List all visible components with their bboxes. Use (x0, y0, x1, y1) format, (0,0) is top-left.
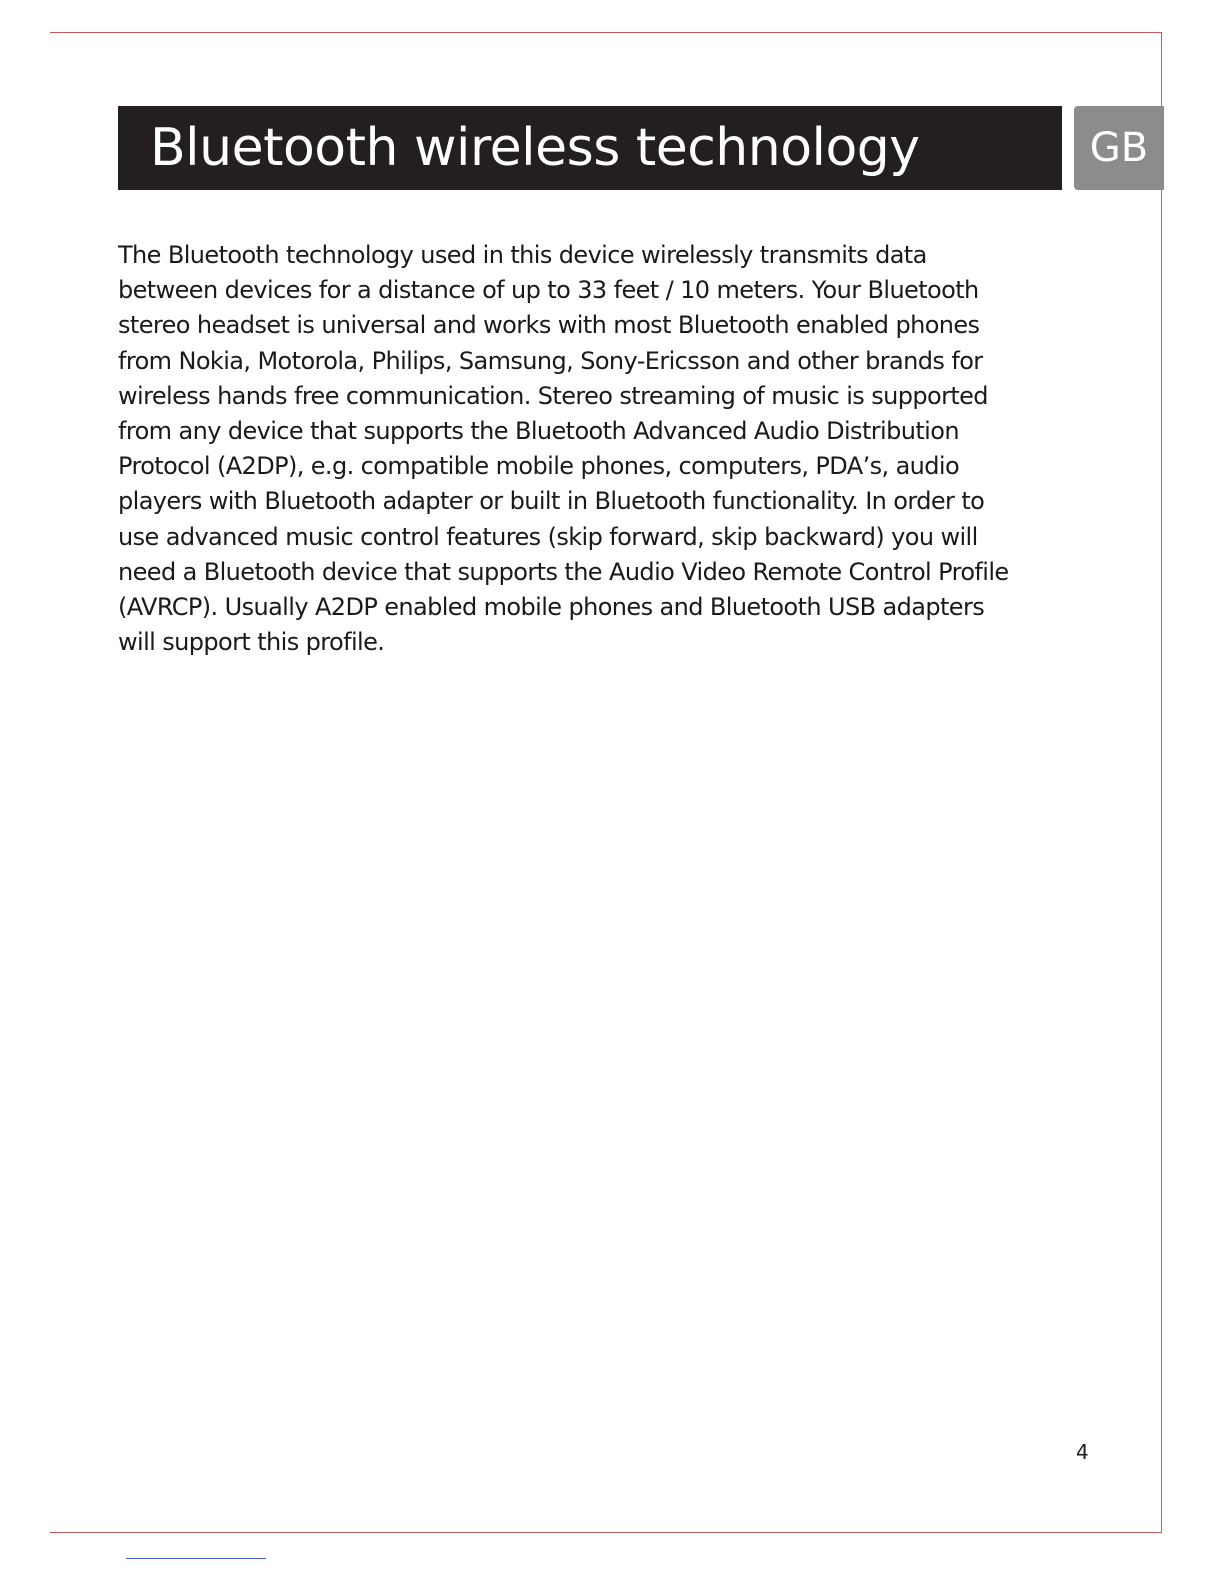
body-line: wireless hands free communication. Stereo streaming of music is supported (118, 381, 988, 410)
body-line: players with Bluetooth adapter or built in Bluetooth functionality. In order to (118, 487, 985, 516)
body-line: from any device that supports the Bluetooth Advanced Audio Distribution (118, 417, 959, 446)
body-line: from Nokia, Motorola, Philips, Samsung, Sony-Ericsson and other brands for (118, 346, 983, 375)
body-line: need a Bluetooth device that supports the Audio Video Remote Control Profile (118, 557, 1009, 586)
language-tab (1074, 106, 1164, 190)
page-right-rule (1161, 32, 1162, 1532)
page-top-rule (50, 32, 1162, 33)
body-line: Protocol (A2DP), e.g. compatible mobile phones, computers, PDA’s, audio (118, 452, 960, 481)
body-line: (AVRCP). Usually A2DP enabled mobile phones and Bluetooth USB adapters (118, 593, 985, 622)
body-line: stereo headset is universal and works with most Bluetooth enabled phones (118, 311, 980, 340)
page-number: 4 (1076, 1440, 1089, 1464)
body-line: use advanced music control features (skip forward, skip backward) you will (118, 522, 978, 551)
section-title-bar (118, 106, 1062, 190)
body-line: between devices for a distance of up to 33 feet / 10 meters. Your Bluetooth (118, 276, 979, 305)
language-tab-label: GB (1089, 125, 1149, 171)
section-title: Bluetooth wireless technology (150, 118, 920, 178)
body-paragraph (118, 238, 1078, 660)
body-line: will support this profile. (118, 628, 385, 657)
page-bottom-rule (50, 1532, 1162, 1533)
body-line: The Bluetooth technology used in this device wirelessly transmits data (118, 241, 927, 269)
footer-underline (126, 1558, 266, 1559)
